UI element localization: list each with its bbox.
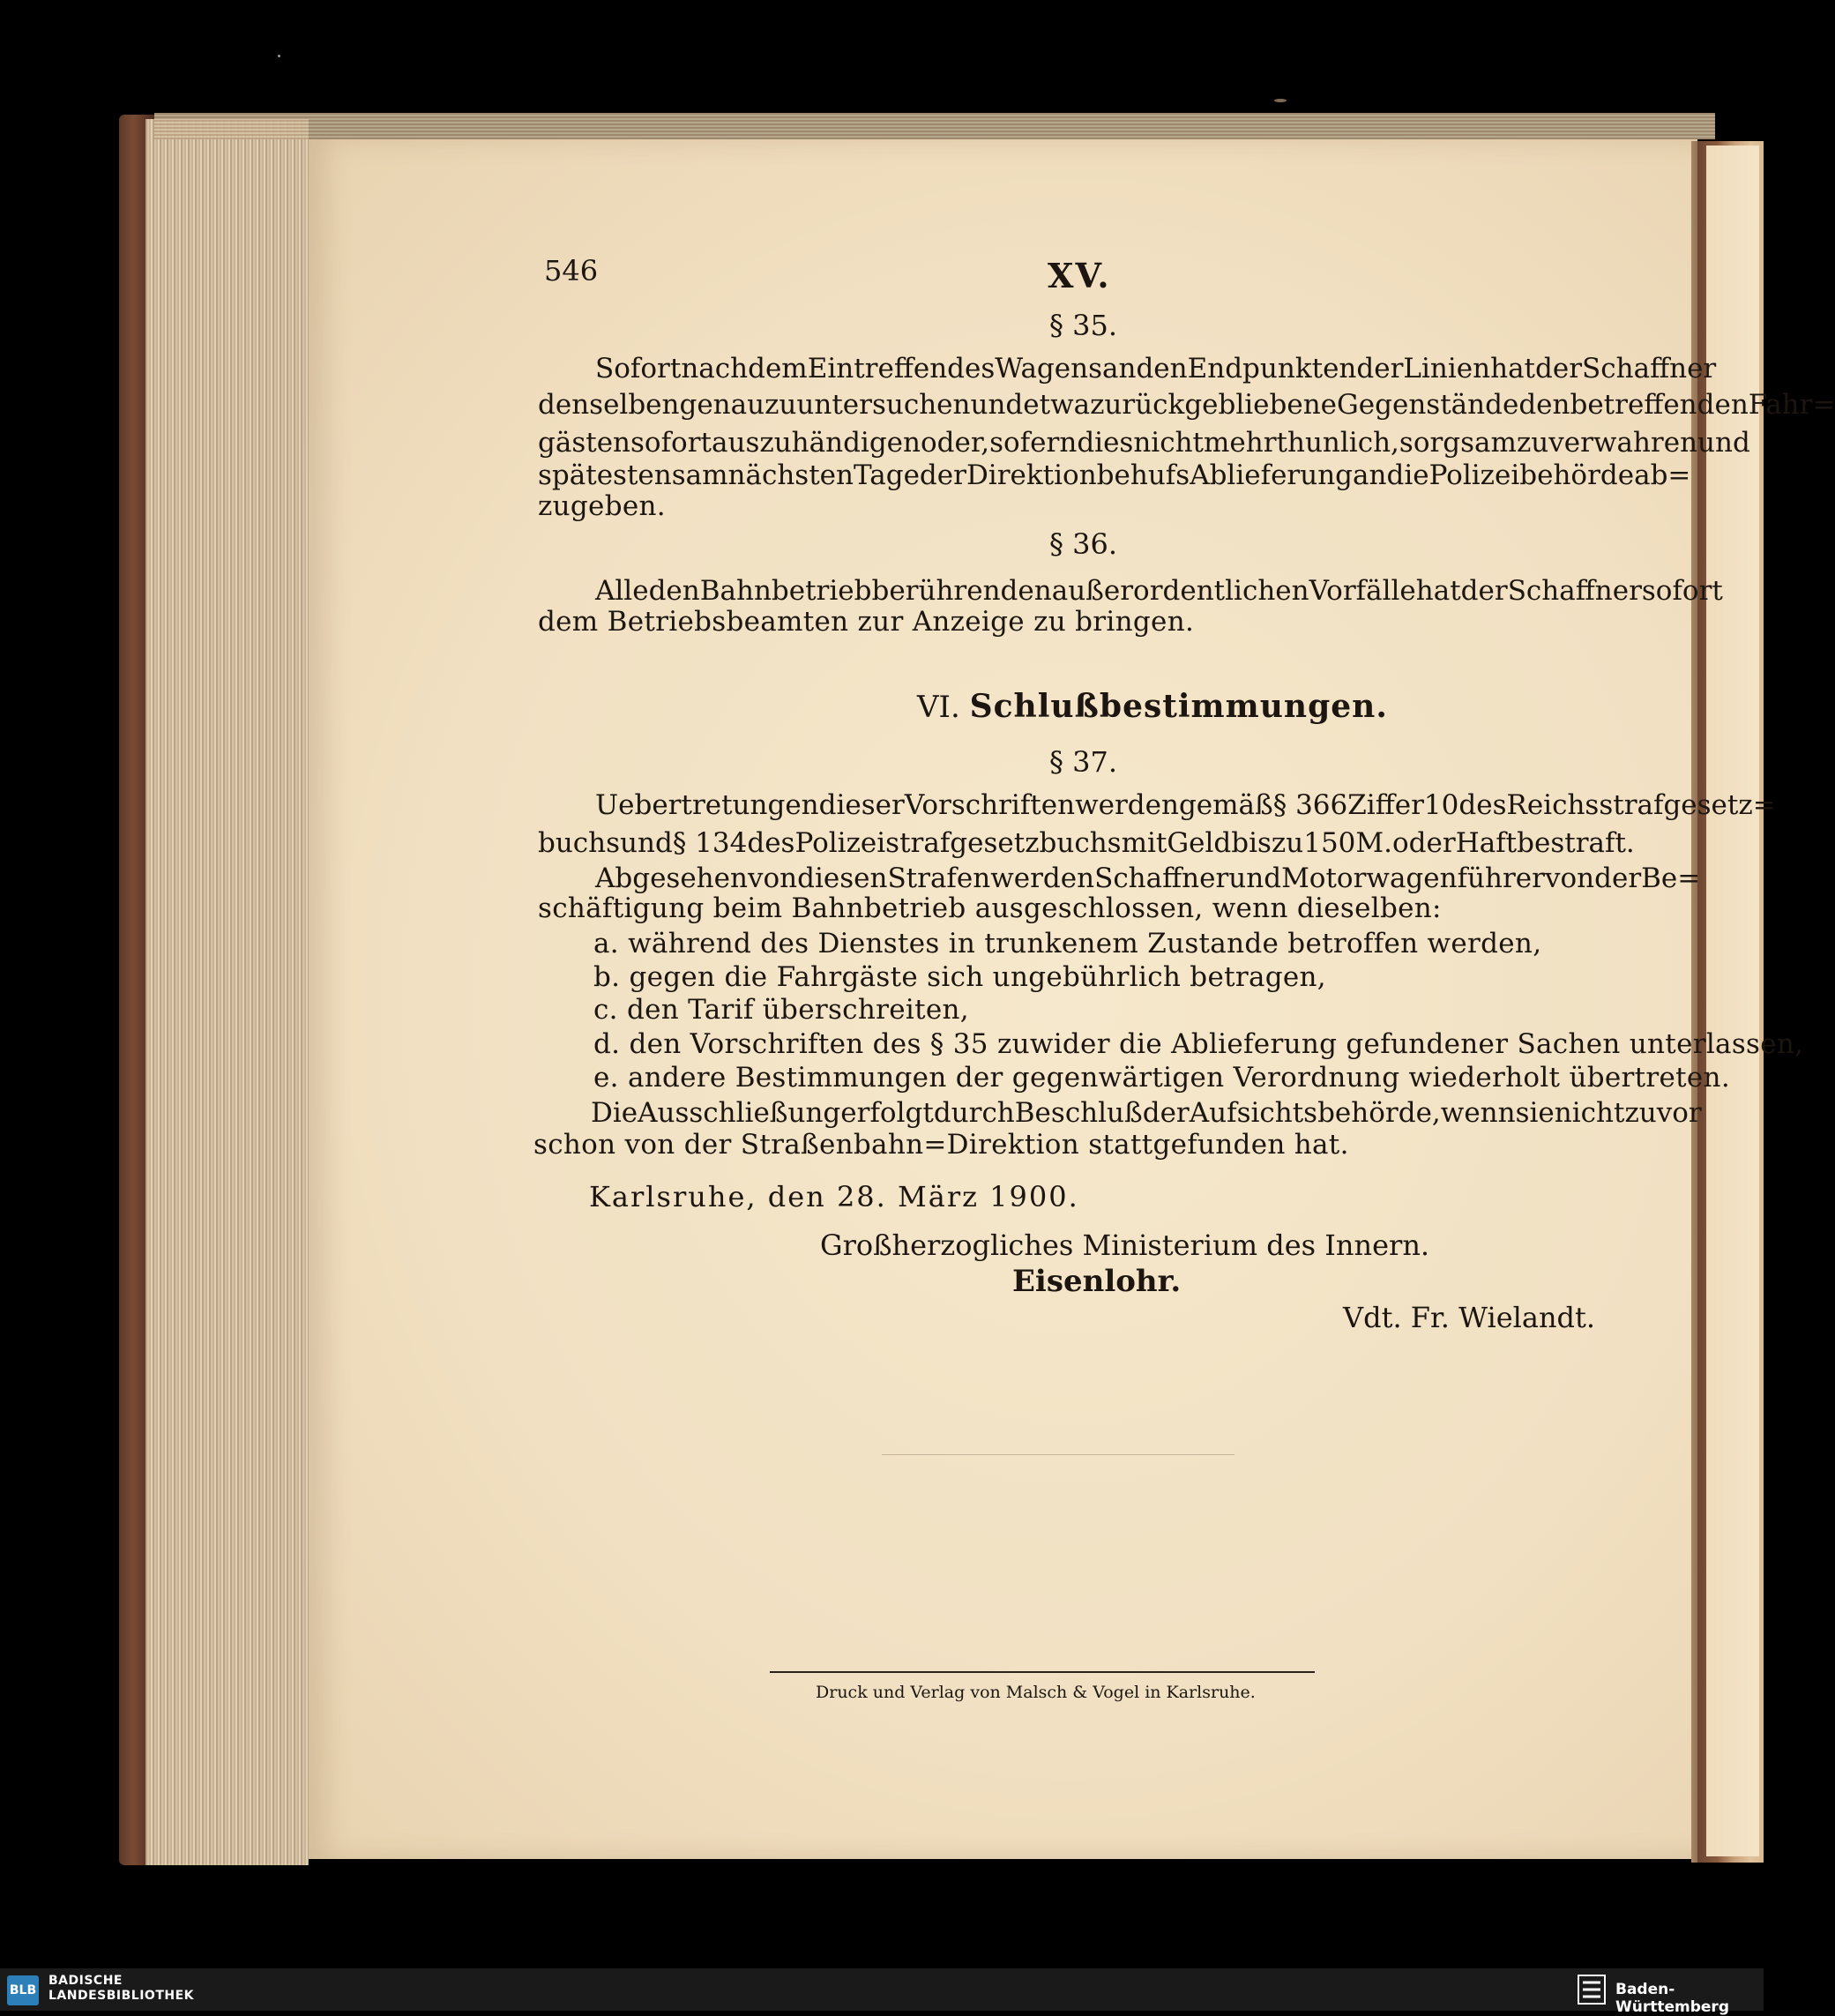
s35-line-2 [538, 389, 1835, 421]
word: Ausschließung [638, 1097, 841, 1129]
s37-last-line: schon von der Straßenbahn=Direktion stattgefunden hat. [533, 1129, 1349, 1161]
word: M. [1355, 827, 1392, 859]
word: nicht [1133, 427, 1204, 459]
lions-crest-icon [1577, 1974, 1607, 2005]
word: Vorschriften [904, 789, 1076, 821]
speck [1274, 99, 1287, 102]
word: an [1353, 459, 1387, 491]
word: Schaffner [1507, 575, 1642, 607]
word: mehr [1204, 427, 1277, 459]
word: dem [748, 353, 808, 385]
section-36-title: § 36. [1049, 527, 1118, 561]
word: Die [591, 1097, 638, 1129]
word: oder [1392, 827, 1456, 859]
s37-line-1 [595, 789, 1776, 821]
viewer-footer-bar [0, 1968, 1764, 2011]
word: der [1535, 353, 1583, 385]
imprint: Druck und Verlag von Malsch & Vogel in Karlsruhe. [816, 1683, 1256, 1702]
word: und [620, 827, 673, 859]
imprint-rule [770, 1671, 1315, 1673]
word: Bahnbetrieb [699, 575, 872, 607]
word: der [919, 459, 966, 491]
s37-item-a: a. während des Dienstes in trunkenem Zustande betroffen werden, [593, 928, 1542, 959]
word: sofern [989, 427, 1078, 459]
page-stack-top [154, 113, 1715, 139]
word: berührenden [871, 575, 1052, 607]
word: hat [1415, 575, 1461, 607]
word: Tage [853, 459, 920, 491]
word: Beschluß [1014, 1097, 1143, 1129]
word: dies [1077, 427, 1134, 459]
word: zurückgebliebene [1090, 389, 1338, 421]
word: wenn [1440, 1097, 1516, 1129]
word: etwa [1023, 389, 1091, 421]
word: dieser [818, 789, 905, 821]
word: Sofort [595, 353, 682, 385]
word: Aufsichtsbehörde, [1189, 1097, 1441, 1129]
word: Uebertretungen [595, 789, 819, 821]
word: gästen [538, 427, 631, 459]
word: nach [681, 353, 749, 385]
word: Haft [1455, 827, 1518, 859]
word: der [1356, 353, 1404, 385]
word: Geld [1167, 827, 1232, 859]
s35-line-5: zugeben. [538, 490, 666, 522]
word: außerordentlichen [1051, 575, 1309, 607]
word: Ablieferung [1190, 459, 1354, 491]
word: auszuhändigen [712, 427, 921, 459]
state-name[interactable]: Baden-Württemberg [1615, 1981, 1729, 2016]
word: mit [1121, 827, 1167, 859]
word: erfolgt [840, 1097, 934, 1129]
word: zu [765, 389, 797, 421]
word: verwahren [1548, 427, 1698, 459]
word: den [1136, 353, 1188, 385]
library-name-line-1: BADISCHE [48, 1974, 123, 1988]
speck [278, 55, 280, 57]
s37-item-c: c. den Tarif überschreiten, [593, 994, 969, 1026]
word: spätestens [538, 459, 686, 491]
word: Vorfälle [1309, 575, 1416, 607]
word: am [685, 459, 728, 491]
place-date: Karlsruhe, den 28. März 1900. [589, 1180, 1079, 1213]
word: der [1594, 862, 1642, 894]
word: werden [990, 862, 1095, 894]
word: bestraft. [1517, 827, 1635, 859]
word: diesen [797, 862, 888, 894]
word: Polizeistrafgesetzbuchs [794, 827, 1122, 859]
s35-line-1 [595, 353, 1717, 385]
page-number: 546 [544, 254, 599, 287]
library-name-line-2: LANDESBIBLIOTHEK [48, 1989, 195, 2003]
s37-item-b: b. gegen die Fahrgäste sich ungebührlich betragen, [593, 961, 1326, 993]
word: denselben [538, 389, 680, 421]
s37-item-e: e. andere Bestimmungen der gegenwärtigen Verordnung wiederholt übertreten. [593, 1062, 1730, 1094]
word: den [648, 575, 700, 607]
s36-line-1 [595, 575, 1723, 607]
word: des [947, 353, 996, 385]
word: zuvor [1624, 1097, 1702, 1129]
word: Ziffer [1347, 789, 1424, 821]
word: behufs [1096, 459, 1190, 491]
word: Schaffner [1094, 862, 1229, 894]
word: von [1544, 862, 1595, 894]
word: bis [1231, 827, 1272, 859]
word: betreffenden [1570, 389, 1749, 421]
word: Reichsstrafgesetz= [1506, 789, 1776, 821]
word: buchs [538, 827, 621, 859]
word: und [1228, 862, 1282, 894]
word: Alle [595, 575, 649, 607]
word: des [1458, 789, 1507, 821]
s37-line-3 [595, 862, 1701, 894]
word: werden [1075, 789, 1179, 821]
section-title: Schlußbestimmungen. [969, 688, 1388, 725]
word: zu [1516, 427, 1549, 459]
word: sofort [1641, 575, 1723, 607]
s37-line-2 [538, 827, 1635, 859]
page-header: XV. [1048, 256, 1111, 295]
word: Be= [1641, 862, 1701, 894]
word: Abgesehen [595, 862, 748, 894]
page-stack-edge [145, 119, 309, 1865]
faint-rule [882, 1454, 1235, 1455]
signature: Eisenlohr. [1012, 1264, 1182, 1299]
section-heading [917, 688, 1388, 725]
word: nächsten [727, 459, 854, 491]
word: Gegenstände [1337, 389, 1519, 421]
word: thunlich, [1276, 427, 1399, 459]
word: und [970, 389, 1024, 421]
word: oder, [921, 427, 990, 459]
word: § 366 [1272, 789, 1348, 821]
word: zu [1271, 827, 1304, 859]
word: Polizeibehörde [1428, 459, 1635, 491]
word: genau [679, 389, 765, 421]
word: hat [1490, 353, 1536, 385]
word: Direktion [966, 459, 1097, 491]
s37-line-4: schäftigung beim Bahnbetrieb ausgeschlossen, wenn dieselben: [538, 892, 1442, 924]
word: 150 [1303, 827, 1356, 859]
word: der [1142, 1097, 1190, 1129]
s35-line-3 [538, 427, 1750, 459]
s35-line-4 [538, 459, 1691, 491]
word: an [1102, 353, 1137, 385]
s37-exclusion-line [591, 1097, 1702, 1129]
ministry: Großherzogliches Ministerium des Innern. [820, 1228, 1430, 1262]
section-37-title: § 37. [1049, 745, 1118, 779]
word: und [1697, 427, 1750, 459]
countersignature: Vdt. Fr. Wielandt. [1343, 1301, 1596, 1334]
word: von [747, 862, 798, 894]
word: des [747, 827, 795, 859]
word: Linien [1403, 353, 1491, 385]
word: Fahr= [1748, 389, 1835, 421]
word: Eintreffen [807, 353, 948, 385]
word: ab= [1634, 459, 1691, 491]
word: nicht [1554, 1097, 1625, 1129]
word: sorgsam [1399, 427, 1517, 459]
s36-line-2: dem Betriebsbeamten zur Anzeige zu bringen. [538, 606, 1195, 638]
word: Endpunkten [1187, 353, 1357, 385]
s37-item-d: d. den Vorschriften des § 35 zuwider die Ablieferung gefundener Sachen unterlassen, [593, 1028, 1804, 1060]
word: gemäß [1178, 789, 1273, 821]
word: untersuchen [796, 389, 971, 421]
word: den [1518, 389, 1570, 421]
word: Strafen [887, 862, 991, 894]
word: 10 [1423, 789, 1459, 821]
library-name[interactable] [48, 1974, 194, 2004]
word: durch [933, 1097, 1015, 1129]
word: Schaffner [1582, 353, 1717, 385]
section-number: VI. [917, 690, 960, 725]
word: der [1460, 575, 1508, 607]
word: sie [1515, 1097, 1555, 1129]
blb-logo[interactable]: BLB [7, 1975, 39, 2005]
word: sofort [630, 427, 712, 459]
word: § 134 [672, 827, 748, 859]
word: Wagens [995, 353, 1102, 385]
section-35-title: § 35. [1049, 309, 1118, 342]
word: Motorwagenführer [1281, 862, 1545, 894]
word: die [1386, 459, 1429, 491]
